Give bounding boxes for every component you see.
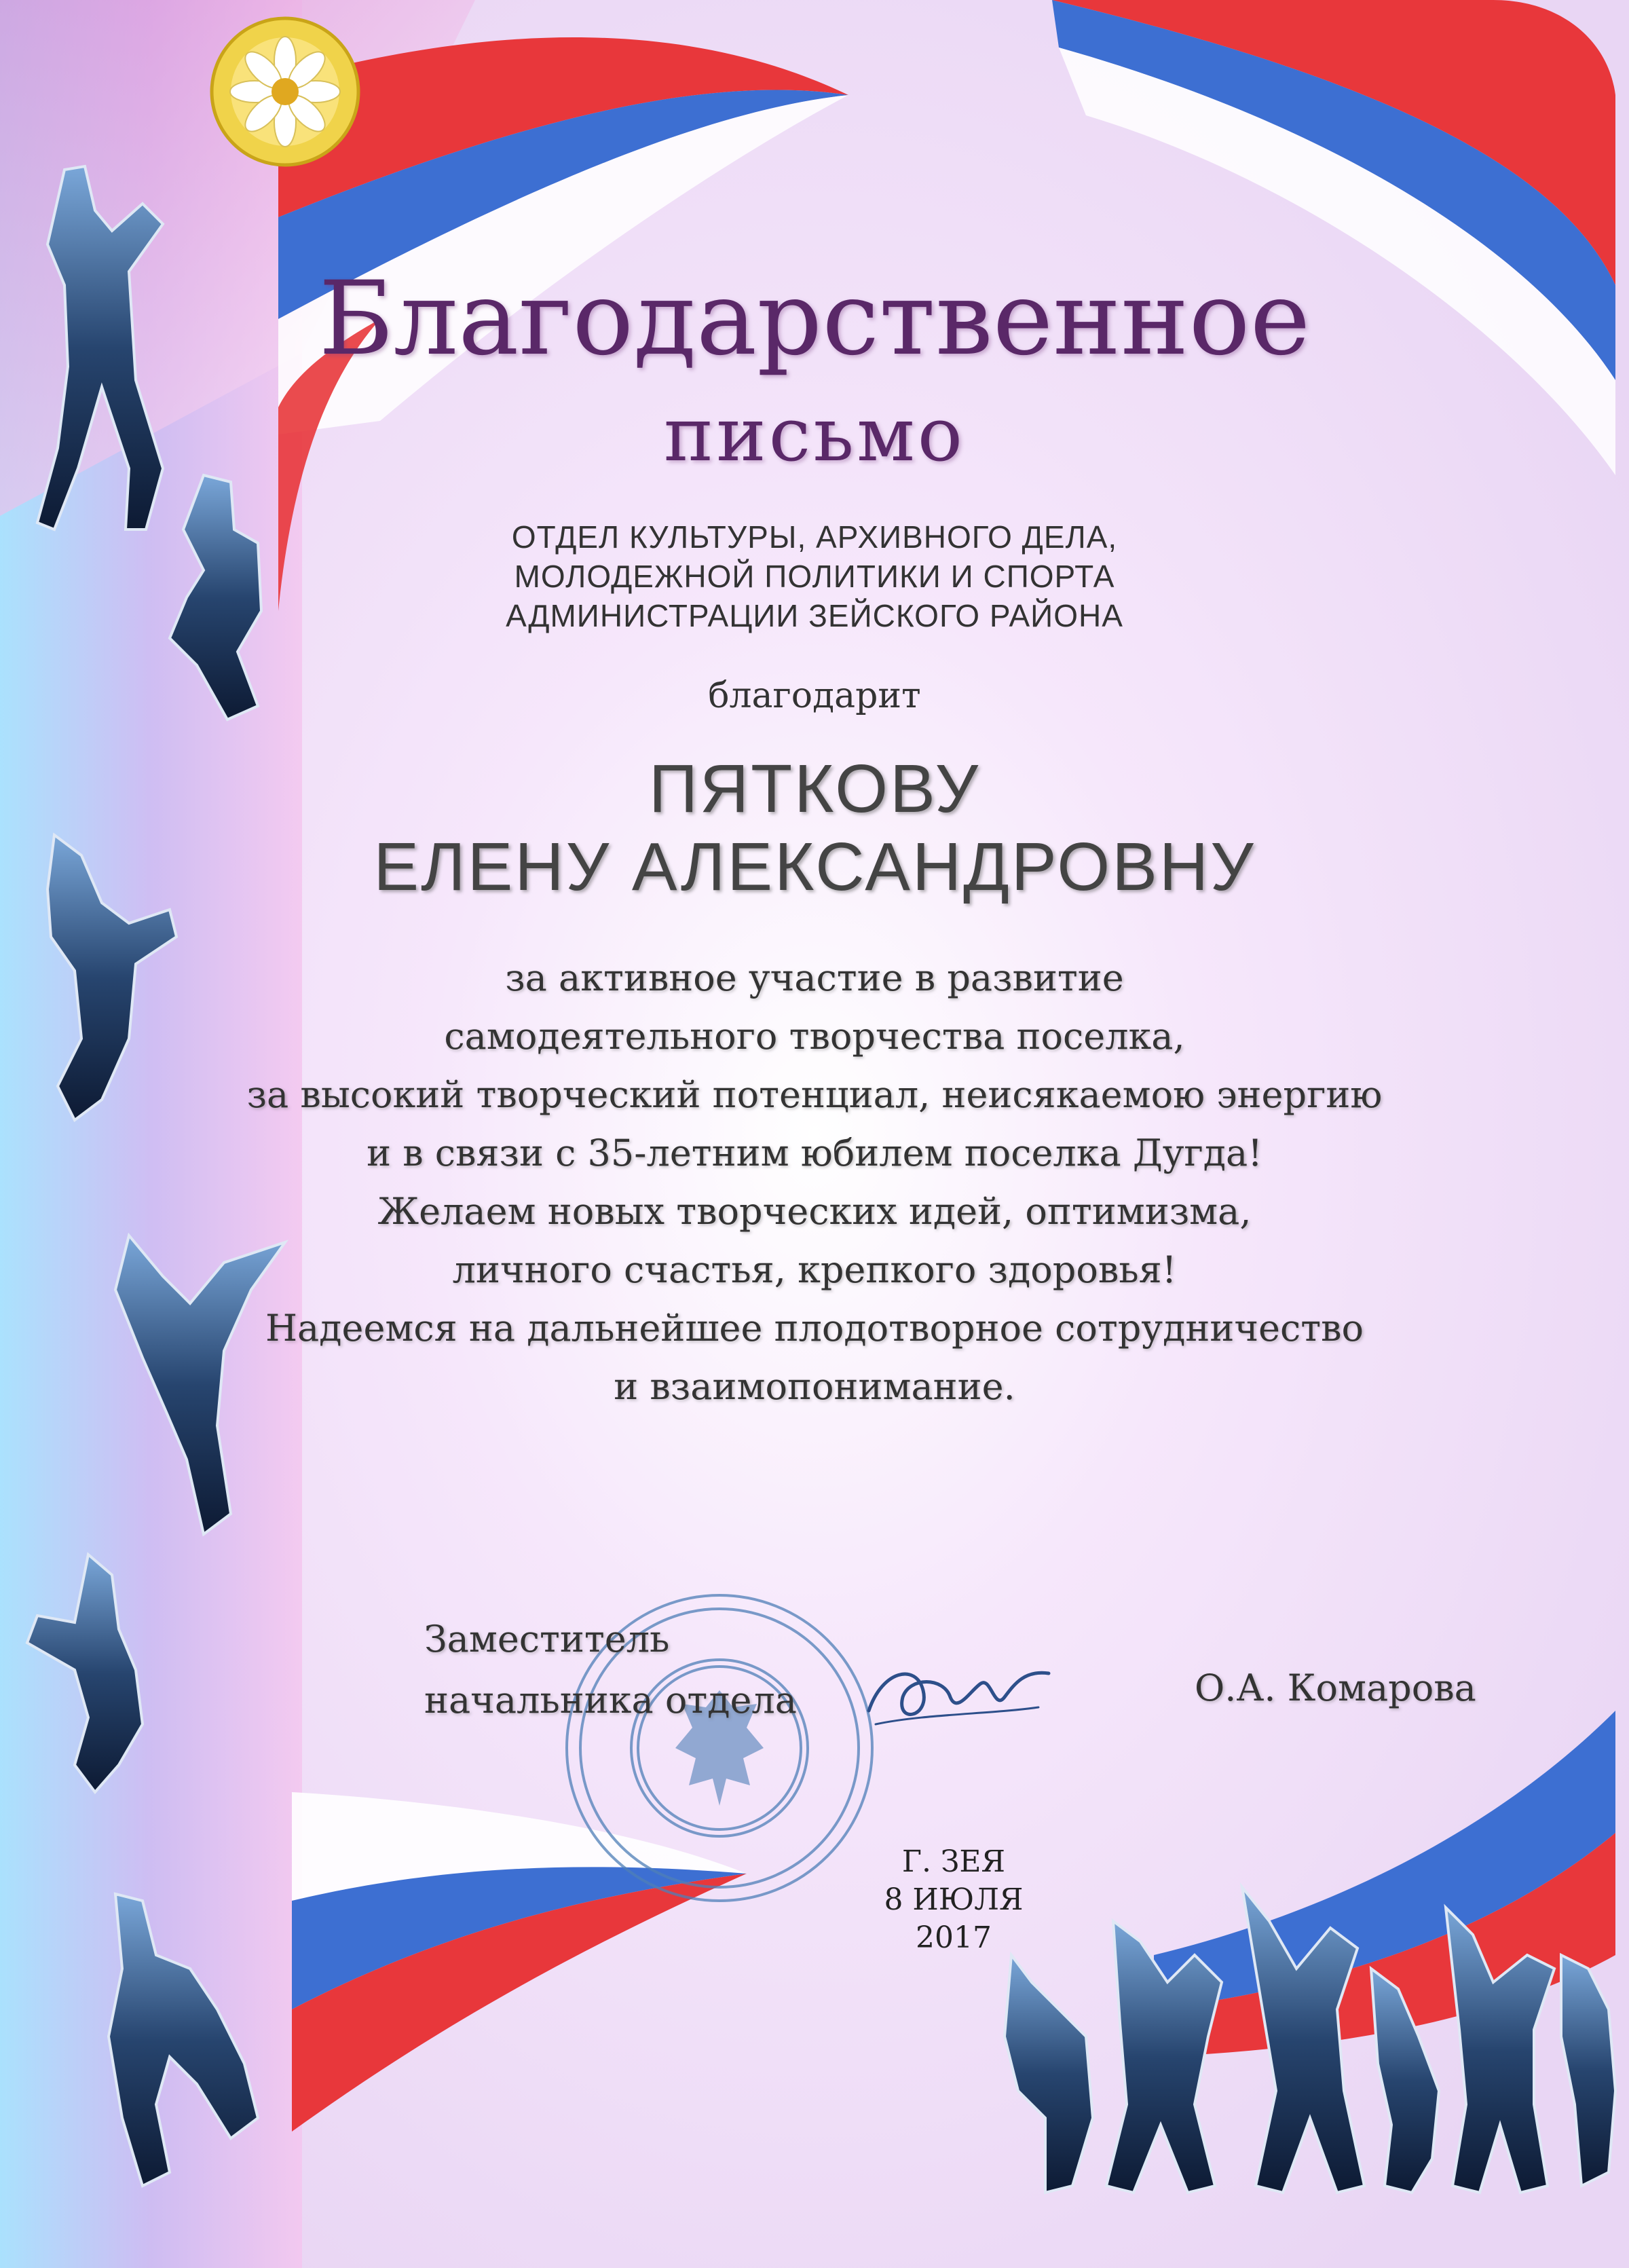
thanks-verb: благодарит bbox=[708, 675, 921, 716]
organization-line: АДМИНИСТРАЦИИ ЗЕЙСКОГО РАЙОНА bbox=[506, 598, 1123, 633]
body-line: Надеемся на дальнейшее плодотворное сотрудничество bbox=[265, 1307, 1364, 1350]
recipient-surname: ПЯТКОВУ bbox=[649, 751, 980, 827]
letter-title: Благодарственное bbox=[318, 260, 1311, 378]
festival-logo bbox=[207, 14, 363, 170]
recipient-name bbox=[0, 750, 1629, 906]
body-line: за активное участие в развитие bbox=[505, 956, 1124, 999]
signer-position-line: Заместитель bbox=[424, 1618, 670, 1660]
signer-position-line: начальника отдела bbox=[424, 1679, 797, 1722]
organization-line: ОТДЕЛ КУЛЬТУРЫ, АРХИВНОГО ДЕЛА, bbox=[511, 519, 1118, 555]
body-line: Желаем новых творческих идей, оптимизма, bbox=[377, 1190, 1252, 1233]
body-line: и взаимопонимание. bbox=[614, 1365, 1015, 1408]
date: 8 ИЮЛЯ 2017 bbox=[884, 1882, 1024, 1955]
recipient-given-names: ЕЛЕНУ АЛЕКСАНДРОВНУ bbox=[373, 829, 1256, 905]
letter-body bbox=[0, 949, 1629, 1416]
body-line: и в связи с 35-летним юбилем поселка Дугда! bbox=[367, 1132, 1262, 1174]
body-line: личного счастья, крепкого здоровья! bbox=[452, 1248, 1177, 1291]
organization-line: МОЛОДЕЖНОЙ ПОЛИТИКИ И СПОРТА bbox=[514, 559, 1115, 594]
place-and-date bbox=[845, 1843, 1062, 1957]
organization-name bbox=[0, 517, 1629, 635]
place: Г. ЗЕЯ bbox=[901, 1844, 1006, 1879]
signer-position bbox=[424, 1609, 797, 1731]
letter-subtitle: письмо bbox=[664, 391, 965, 478]
body-line: за высокий творческий потенциал, неисякаемою энергию bbox=[246, 1073, 1383, 1116]
handwritten-signature bbox=[855, 1650, 1059, 1745]
signer-name: О.А. Комарова bbox=[1195, 1667, 1476, 1709]
body-line: самодеятельного творчества поселка, bbox=[444, 1015, 1185, 1058]
